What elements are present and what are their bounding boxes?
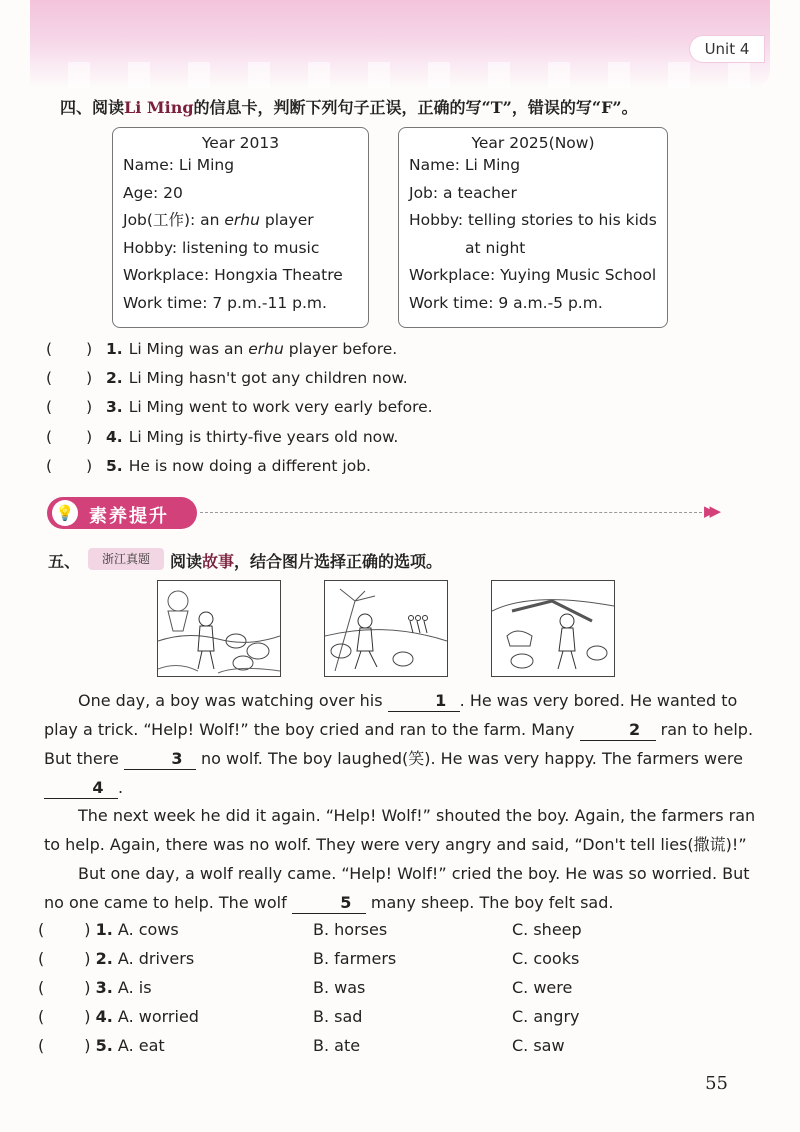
option-a[interactable]: A. is: [117, 978, 152, 997]
card-left-worktime: Work time: 7 p.m.-11 p.m.: [123, 293, 327, 312]
lightbulb-icon: 💡: [52, 500, 78, 526]
q-num: 1.: [106, 340, 123, 358]
story-text: no wolf. The boy laughed(笑). He was very happy. The farmers were: [195, 749, 743, 768]
mc-question-4: [38, 1007, 199, 1026]
story-paragraph-3: [44, 859, 764, 917]
option-b[interactable]: B. was: [313, 978, 366, 997]
blank-3[interactable]: 3: [124, 749, 196, 770]
story-text: .: [118, 778, 124, 797]
q-text-em: erhu: [248, 340, 284, 358]
section5-title: [170, 549, 442, 572]
q-num: 5.: [95, 1036, 113, 1055]
card-right-hobby-1: Hobby: telling stories to his kids: [409, 211, 657, 229]
section5-title-hl: 故事: [202, 552, 235, 571]
mc-question-5: [38, 1036, 165, 1055]
tf-question-1: [46, 340, 397, 358]
story-picture-3: [491, 580, 615, 677]
story-paragraph-2: The next week he did it again. “Help! Wolf!” shouted the boy. Again, the farmers ran to help. Again, there was no wolf. They were very angry and said, “Don't tell lies(撒谎)!”: [44, 806, 756, 854]
option-b[interactable]: B. sad: [313, 1007, 363, 1026]
card-left-job-pre: Job(工作): an: [123, 211, 225, 229]
section5-number: 五、: [48, 552, 81, 571]
answer-blank[interactable]: ( ): [38, 1036, 91, 1055]
q-num: 5.: [106, 457, 123, 475]
q-num: 1.: [95, 920, 113, 939]
blank-5[interactable]: 5: [292, 893, 366, 914]
card-right-job: Job: a teacher: [409, 183, 517, 202]
card-right-worktime: Work time: 9 a.m.-5 p.m.: [409, 293, 603, 312]
blank-1[interactable]: 1: [388, 691, 460, 712]
q-text: Li Ming is thirty-five years old now.: [128, 428, 399, 446]
section-banner-label: 素养提升: [89, 506, 169, 527]
option-a[interactable]: A. eat: [117, 1036, 165, 1055]
q-text: Li Ming was an: [128, 340, 249, 358]
story-text: ran to help. But there: [44, 720, 754, 768]
section4-number: 四、: [60, 98, 93, 117]
answer-blank[interactable]: ( ): [38, 920, 91, 939]
q-num: 2.: [95, 949, 113, 968]
card-right-workplace: Workplace: Yuying Music School: [409, 266, 657, 284]
section-banner: [47, 497, 197, 529]
story-text: But one day, a wolf really came. “Help! Wolf!” cried the boy. He was so worried. But no one came to help. The wolf: [44, 864, 750, 912]
card-left-workplace: Workplace: Hongxia Theatre: [123, 266, 343, 284]
story-text: . He was very bored. He wanted to play a trick. “Help! Wolf!” the boy cried and ran to the farm. Many: [44, 691, 738, 739]
story-text: One day, a boy was watching over his: [78, 691, 388, 710]
card-left-hobby: Hobby: listening to music: [123, 238, 320, 257]
option-b[interactable]: B. ate: [313, 1036, 361, 1055]
option-a[interactable]: A. worried: [117, 1007, 199, 1026]
header-banner: [30, 0, 770, 88]
answer-blank[interactable]: ( ): [46, 457, 93, 475]
tf-question-3: [46, 398, 433, 416]
q-text: Li Ming went to work very early before.: [128, 398, 433, 416]
answer-blank[interactable]: ( ): [38, 949, 91, 968]
card-left-job: [123, 207, 368, 235]
option-c[interactable]: C. saw: [512, 1036, 565, 1055]
q-text: He is now doing a different job.: [128, 457, 371, 475]
option-b[interactable]: B. farmers: [313, 949, 397, 968]
answer-blank[interactable]: ( ): [46, 340, 93, 358]
q-num: 3.: [95, 978, 113, 997]
section5-title-pre: 阅读: [170, 552, 203, 571]
answer-blank[interactable]: ( ): [46, 369, 93, 387]
option-a[interactable]: A. cows: [117, 920, 179, 939]
mc-question-1: [38, 920, 179, 939]
dashed-divider: [200, 512, 702, 513]
answer-blank[interactable]: ( ): [46, 428, 93, 446]
mc-question-3: [38, 978, 152, 997]
blank-4[interactable]: 4: [44, 778, 118, 799]
story-paragraph-1: [44, 686, 764, 802]
answer-blank[interactable]: ( ): [38, 1007, 91, 1026]
card-left-age: Age: 20: [123, 183, 183, 202]
answer-blank[interactable]: ( ): [46, 398, 93, 416]
page-number: 55: [705, 1073, 728, 1094]
double-arrow-icon: ▶▶: [704, 502, 716, 520]
q-num: 2.: [106, 369, 123, 387]
info-card-2013: [112, 127, 369, 328]
section4-title-name: Li Ming: [124, 98, 194, 117]
card-left-job-em: erhu: [224, 211, 260, 229]
card-right-hobby-2: at night: [465, 238, 526, 257]
zhejiang-tag: 浙江真题: [88, 548, 164, 570]
q-num: 4.: [106, 428, 123, 446]
option-a[interactable]: A. drivers: [117, 949, 195, 968]
option-c[interactable]: C. sheep: [512, 920, 582, 939]
q-num: 4.: [95, 1007, 113, 1026]
q-text-post: player before.: [283, 340, 398, 358]
card-right-title: Year 2025(Now): [471, 134, 595, 152]
card-right-name: Name: Li Ming: [409, 156, 521, 174]
answer-blank[interactable]: ( ): [38, 978, 91, 997]
blank-2[interactable]: 2: [580, 720, 656, 741]
story-picture-1: [157, 580, 281, 677]
story-text: many sheep. The boy felt sad.: [365, 893, 614, 912]
unit-tag: Unit 4: [690, 36, 764, 62]
option-c[interactable]: C. were: [512, 978, 573, 997]
option-c[interactable]: C. angry: [512, 1007, 580, 1026]
section5-title-post: ，结合图片选择正确的选项。: [234, 552, 443, 571]
card-left-name: Name: Li Ming: [123, 156, 235, 174]
option-b[interactable]: B. horses: [313, 920, 388, 939]
section4-title: [60, 95, 638, 118]
story-picture-2: [324, 580, 448, 677]
tf-question-4: [46, 428, 398, 446]
section4-title-pre: 阅读: [92, 98, 125, 117]
q-text: Li Ming hasn't got any children now.: [128, 369, 408, 387]
info-card-2025: [398, 127, 668, 328]
q-num: 3.: [106, 398, 123, 416]
tf-question-2: [46, 369, 408, 387]
section4-title-post: 的信息卡，判断下列句子正误，正确的写“T”，错误的写“F”。: [193, 98, 638, 117]
card-left-title: Year 2013: [201, 134, 280, 152]
option-c[interactable]: C. cooks: [512, 949, 580, 968]
card-left-job-post: player: [259, 211, 314, 229]
tf-question-5: [46, 457, 371, 475]
mc-question-2: [38, 949, 194, 968]
